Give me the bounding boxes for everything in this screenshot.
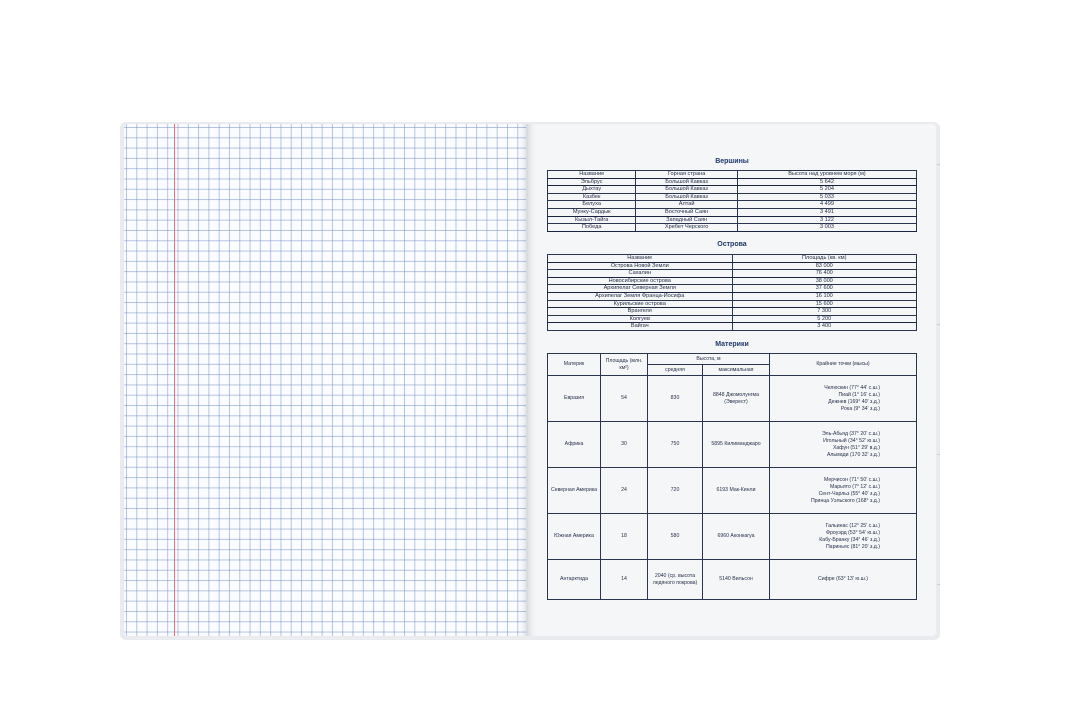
islands-row bbox=[548, 308, 917, 316]
continent-name: Антарктида bbox=[548, 560, 601, 600]
peaks-row bbox=[548, 216, 917, 224]
continent-name: Евразия bbox=[548, 376, 601, 422]
peaks-cell: Эльбрус bbox=[548, 178, 636, 186]
continent-name: Северная Америка bbox=[548, 468, 601, 514]
islands-table bbox=[547, 254, 917, 331]
peaks-cell: Казбек bbox=[548, 193, 636, 201]
continent-area: 30 bbox=[601, 422, 648, 468]
islands-cell: 3 400 bbox=[732, 323, 917, 331]
peaks-title: Вершины bbox=[715, 158, 749, 165]
reference-page bbox=[528, 124, 936, 636]
continent-max-height: 6960 Аконкагуа bbox=[703, 514, 770, 560]
peaks-header-cell: Название bbox=[548, 171, 636, 179]
continent-extreme-points bbox=[770, 514, 917, 560]
extreme-point: Гальинас (12° 25' с.ш.) bbox=[825, 522, 880, 529]
extreme-point: Париньяс (81° 20' з.д.) bbox=[825, 543, 880, 550]
col-header-avg: средняя bbox=[648, 365, 703, 376]
continents-title: Материки bbox=[715, 341, 749, 348]
islands-header-cell: Площадь (кв. км) bbox=[732, 255, 917, 263]
continent-avg-height: 750 bbox=[648, 422, 703, 468]
extreme-point: Фроуэрд (53° 54' ю.ш.) bbox=[826, 529, 880, 536]
peaks-cell: Восточный Саян bbox=[636, 208, 738, 216]
continent-row bbox=[548, 422, 917, 468]
continent-max-height: 5895 Килиманджаро bbox=[703, 422, 770, 468]
continent-name: Южная Америка bbox=[548, 514, 601, 560]
islands-cell: Врангеля bbox=[548, 308, 733, 316]
col-header-continent: Материк bbox=[548, 354, 601, 376]
continent-area: 14 bbox=[601, 560, 648, 600]
islands-row bbox=[548, 270, 917, 278]
extreme-point: Сент-Чарльз (55° 40' з.д.) bbox=[818, 490, 880, 497]
extreme-point: Эль-Абьяд (37° 20' с.ш.) bbox=[821, 430, 880, 437]
extreme-point: Пиай (1° 16' с.ш.) bbox=[838, 391, 880, 398]
continent-avg-height: 830 bbox=[648, 376, 703, 422]
peaks-cell: Большой Кавказ bbox=[636, 193, 738, 201]
continent-max-height: 5140 Вильсон bbox=[703, 560, 770, 600]
extreme-point: Хафун (51° 29' в.д.) bbox=[832, 444, 880, 451]
islands-cell: Курильские острова bbox=[548, 300, 733, 308]
extreme-point: Мерчисон (71° 50' с.ш.) bbox=[823, 476, 880, 483]
islands-cell: 15 600 bbox=[732, 300, 917, 308]
extreme-point: Рока (9° 34' з.д.) bbox=[840, 405, 880, 412]
peaks-cell: Хребет Черского bbox=[636, 224, 738, 232]
islands-cell: 5 200 bbox=[732, 315, 917, 323]
islands-cell: Архипелаг Земля Франца-Иосифа bbox=[548, 292, 733, 300]
grid-page bbox=[124, 124, 526, 636]
islands-cell: Колгуев bbox=[548, 315, 733, 323]
islands-cell: Сахалин bbox=[548, 270, 733, 278]
continent-area: 54 bbox=[601, 376, 648, 422]
continent-max-height: 8848 Джомолунгма (Эверест) bbox=[703, 376, 770, 422]
islands-header-cell: Название bbox=[548, 255, 733, 263]
peaks-cell: 3 003 bbox=[737, 224, 916, 232]
peaks-row bbox=[548, 224, 917, 232]
peaks-cell: 5 033 bbox=[737, 193, 916, 201]
islands-row bbox=[548, 262, 917, 270]
islands-cell: 38 000 bbox=[732, 277, 917, 285]
extreme-point: Принца Уэльского (168° з.д.) bbox=[810, 497, 880, 504]
islands-cell: Острова Новой Земли bbox=[548, 262, 733, 270]
continent-area: 18 bbox=[601, 514, 648, 560]
continent-area: 24 bbox=[601, 468, 648, 514]
col-header-max: максимальная bbox=[703, 365, 770, 376]
peaks-cell: Большой Кавказ bbox=[636, 186, 738, 194]
peaks-cell: 4 499 bbox=[737, 201, 916, 209]
col-header-points: Крайние точки (мысы) bbox=[770, 354, 917, 376]
peaks-cell: 3 122 bbox=[737, 216, 916, 224]
peaks-cell: Дыхтау bbox=[548, 186, 636, 194]
peaks-row bbox=[548, 201, 917, 209]
continent-avg-height: 2040 (ср. высота ледяного покрова) bbox=[648, 560, 703, 600]
continent-max-height: 6193 Мак-Кинли bbox=[703, 468, 770, 514]
extreme-point: Альмади (170 32' з.д.) bbox=[826, 451, 880, 458]
islands-cell: 76 400 bbox=[732, 270, 917, 278]
col-header-area: Площадь (млн. км²) bbox=[601, 354, 648, 376]
continent-row bbox=[548, 468, 917, 514]
peaks-cell: Западный Саян bbox=[636, 216, 738, 224]
col-header-height: Высота, м bbox=[648, 354, 770, 365]
islands-row bbox=[548, 315, 917, 323]
continent-extreme-points bbox=[770, 468, 917, 514]
continent-avg-height: 580 bbox=[648, 514, 703, 560]
islands-cell: Новосибирские острова bbox=[548, 277, 733, 285]
margin-line bbox=[174, 124, 175, 636]
continent-extreme-points bbox=[770, 422, 917, 468]
peaks-cell: Алтай bbox=[636, 201, 738, 209]
peaks-row bbox=[548, 178, 917, 186]
islands-title: Острова bbox=[717, 241, 747, 248]
islands-cell: Вайгач bbox=[548, 323, 733, 331]
peaks-cell: 5 204 bbox=[737, 186, 916, 194]
peaks-table bbox=[547, 170, 917, 232]
islands-row bbox=[548, 300, 917, 308]
peaks-header-cell: Высота над уровнем моря (м) bbox=[737, 171, 916, 179]
islands-row bbox=[548, 323, 917, 331]
peaks-cell: 3 491 bbox=[737, 208, 916, 216]
continent-extreme-points bbox=[770, 560, 917, 600]
peaks-header-row bbox=[548, 171, 917, 179]
peaks-cell: Победа bbox=[548, 224, 636, 232]
continent-name: Африка bbox=[548, 422, 601, 468]
extreme-point: Сифре (63° 13' ю.ш.) bbox=[817, 576, 868, 582]
continent-avg-height: 720 bbox=[648, 468, 703, 514]
extreme-point: Челюскин (77° 44' с.ш.) bbox=[824, 384, 880, 391]
extreme-point: Марьято (7° 12' с.ш.) bbox=[829, 483, 880, 490]
islands-header-row bbox=[548, 255, 917, 263]
extreme-point: Дежнев (169° 40' з.д.) bbox=[828, 398, 880, 405]
islands-cell: 16 100 bbox=[732, 292, 917, 300]
peaks-cell: 5 642 bbox=[737, 178, 916, 186]
peaks-cell: Большой Кавказ bbox=[636, 178, 738, 186]
islands-row bbox=[548, 292, 917, 300]
islands-cell: 7 300 bbox=[732, 308, 917, 316]
continent-row bbox=[548, 514, 917, 560]
continents-table bbox=[547, 353, 917, 600]
continent-row bbox=[548, 376, 917, 422]
continent-row bbox=[548, 560, 917, 600]
peaks-cell: Кызыл-Тайга bbox=[548, 216, 636, 224]
peaks-cell: Белуха bbox=[548, 201, 636, 209]
islands-row bbox=[548, 277, 917, 285]
extreme-point: Кабу-Бранку (34° 46' з.д.) bbox=[819, 536, 880, 543]
peaks-row bbox=[548, 186, 917, 194]
peaks-row bbox=[548, 193, 917, 201]
islands-cell: 37 600 bbox=[732, 285, 917, 293]
peaks-header-cell: Горная страна bbox=[636, 171, 738, 179]
islands-cell: 83 000 bbox=[732, 262, 917, 270]
peaks-cell: Мунку-Сардык bbox=[548, 208, 636, 216]
islands-cell: Архипелаг Северная Земля bbox=[548, 285, 733, 293]
islands-row bbox=[548, 285, 917, 293]
continent-extreme-points bbox=[770, 376, 917, 422]
extreme-point: Игольный (34° 52' ю.ш.) bbox=[823, 437, 880, 444]
peaks-row bbox=[548, 208, 917, 216]
